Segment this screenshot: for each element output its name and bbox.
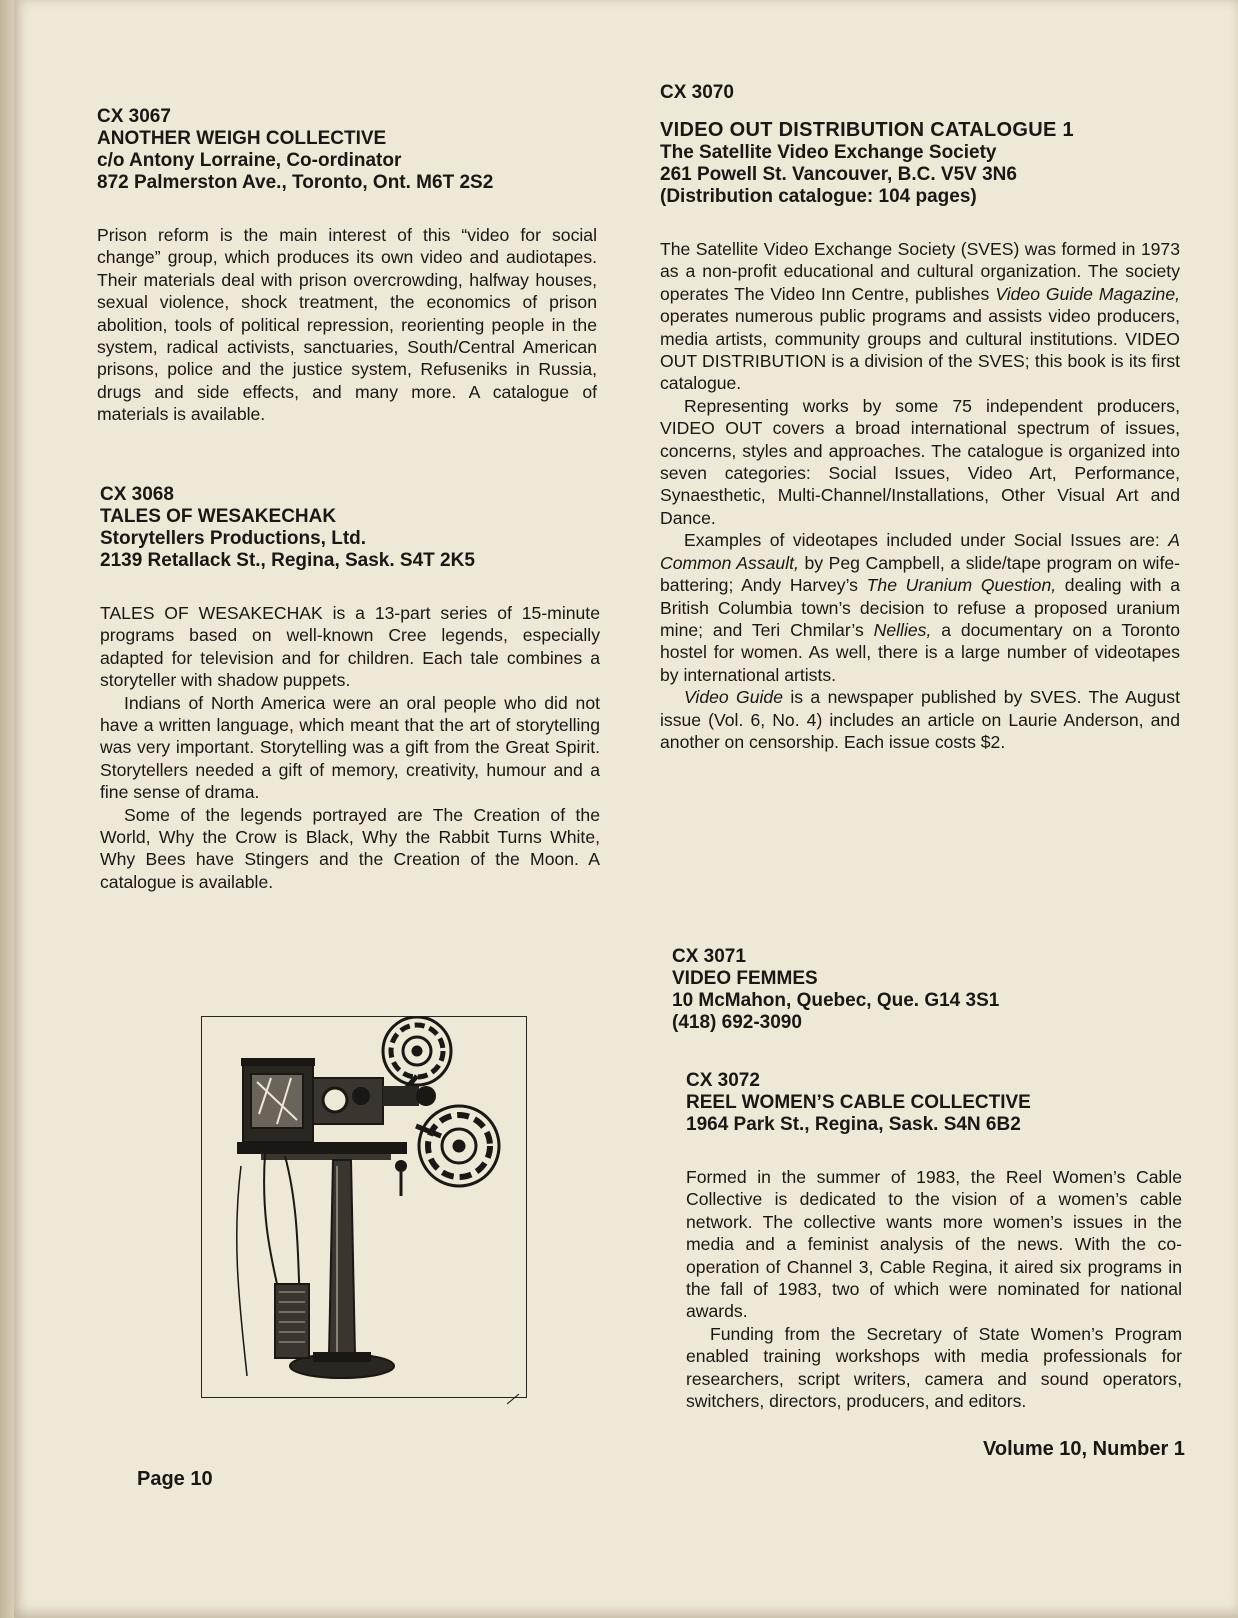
entry-paragraph-2: Funding from the Secretary of State Women’s Program enabled training workshops with media professionals for researchers, script writers, camera and sound operators, switchers, directors, producers, and editors. (686, 1323, 1182, 1412)
entry-cx3071 (672, 946, 1172, 1034)
volume-issue-label: Volume 10, Number 1 (983, 1438, 1185, 1460)
page-number: Page 10 (137, 1468, 213, 1490)
entry-title: VIDEO OUT DISTRIBUTION CATALOGUE 1 (660, 119, 1074, 141)
entry-paragraph-1: The Satellite Video Exchange Society (SVES) was formed in 1973 as a non-profit educational and cultural organization. The society operates The Video Inn Centre, publishes Video Guide Magazine, operates numerous public programs and assists video producers, media artists, community groups and cultural institutions. VIDEO OUT DISTRIBUTION is a division of the SVES; this book is its first catalogue. (660, 239, 1181, 394)
entry-contact: c/o Antony Lorraine, Co-ordinator (97, 150, 402, 171)
upper-film-reel (383, 1017, 451, 1085)
entry-address: 10 McMahon, Quebec, Que. G14 3S1 (672, 990, 1000, 1011)
lower-film-reel (419, 1106, 499, 1186)
entry-title: REEL WOMEN’S CABLE COLLECTIVE (686, 1092, 1031, 1113)
projector-illustration (201, 1016, 531, 1416)
entry-page-count-note: (Distribution catalogue: 104 pages) (660, 186, 977, 207)
entry-paragraph-2: Indians of North America were an oral people who did not have a written language, which meant that the art of storytelling was very important. Storytelling was a gift from the Great Spirit. Storytellers needed a gift of memory, creativity, humour and a fine sense of drama. (100, 692, 600, 803)
entry-paragraph-1: Formed in the summer of 1983, the Reel Women’s Cable Collective is dedicated to the vision of a women’s cable network. The collective wants more women’s issues in the media and a feminist analysis of the news. With the co-operation of Channel 3, Cable Regina, it aired six programs in the fall of 1983, two of which were nominated for national awards. (686, 1167, 1182, 1322)
entry-phone: (418) 692-3090 (672, 1012, 802, 1033)
entry-paragraph-3: Examples of videotapes included under Social Issues are: A Common Assault, by Peg Campbell, a slide/tape program on wife-battering; Andy Harvey’s The Uranium Question, dealing with a British Columbia town’s decision to refuse a proposed uranium mine; and Teri Chmilar’s Nellies, a documentary on a Toronto hostel for women. As well, there is a large number of videotapes by international artists. (660, 530, 1181, 685)
entry-code: CX 3071 (672, 946, 746, 967)
entry-paragraph-4: Video Guide is a newspaper published by SVES. The August issue (Vol. 6, No. 4) includes an article on Laurie Anderson, and another on censorship. Each issue costs $2. (660, 687, 1180, 752)
entry-title: VIDEO FEMMES (672, 968, 818, 989)
entry-code: CX 3072 (686, 1070, 760, 1091)
entry-contact: The Satellite Video Exchange Society (660, 142, 997, 163)
page-binding-edge (0, 0, 14, 1618)
entry-paragraph-2: Representing works by some 75 independent producers, VIDEO OUT covers a broad international spectrum of issues, concerns, styles and approaches. The catalogue is organized into seven categories: Social Issues, Video Art, Performance, Synaesthetic, Multi-Channel/Installations, Other Visual Art and Dance. (660, 395, 1180, 528)
catalogue-page (14, 0, 1238, 1618)
entry-cx3070 (660, 82, 1180, 753)
entry-address: 1964 Park St., Regina, Sask. S4N 6B2 (686, 1114, 1021, 1135)
entry-cx3067 (97, 106, 597, 426)
entry-paragraph-1: TALES OF WESAKECHAK is a 13-part series of 15-minute programs based on well-known Cree legends, especially adapted for television and for children. Each tale combines a storyteller with shadow puppets. (100, 603, 600, 691)
entry-address: 2139 Retallack St., Regina, Sask. S4T 2K5 (100, 550, 475, 571)
entry-address: 872 Palmerston Ave., Toronto, Ont. M6T 2S2 (97, 172, 494, 193)
entry-body: Prison reform is the main interest of this “video for social change” group, which produces its own video and audiotapes. Their materials deal with prison overcrowding, halfway houses, sexual violence, shock treatment, the economics of prison abolition, tools of political repression, reorienting people in the system, radical activists, sanctuaries, South/Central American prisons, police and the justice system, Refuseniks in Russia, drugs and side effects, and many more. A catalogue of materials is available. (97, 225, 597, 425)
entry-cx3072 (686, 1070, 1182, 1412)
entry-title: TALES OF WESAKECHAK (100, 506, 337, 527)
entry-cx3068 (100, 484, 600, 893)
entry-title: ANOTHER WEIGH COLLECTIVE (97, 128, 387, 149)
entry-contact: Storytellers Productions, Ltd. (100, 528, 367, 549)
entry-code: CX 3070 (660, 82, 734, 103)
entry-code: CX 3067 (97, 106, 171, 127)
film-projector-icon (201, 1016, 531, 1416)
entry-paragraph-3: Some of the legends portrayed are The Creation of the World, Why the Crow is Black, Why the Rabbit Turns White, Why Bees have Stingers and the Creation of the Moon. A catalogue is available. (100, 804, 600, 892)
entry-address: 261 Powell St. Vancouver, B.C. V5V 3N6 (660, 164, 1017, 185)
entry-code: CX 3068 (100, 484, 174, 505)
